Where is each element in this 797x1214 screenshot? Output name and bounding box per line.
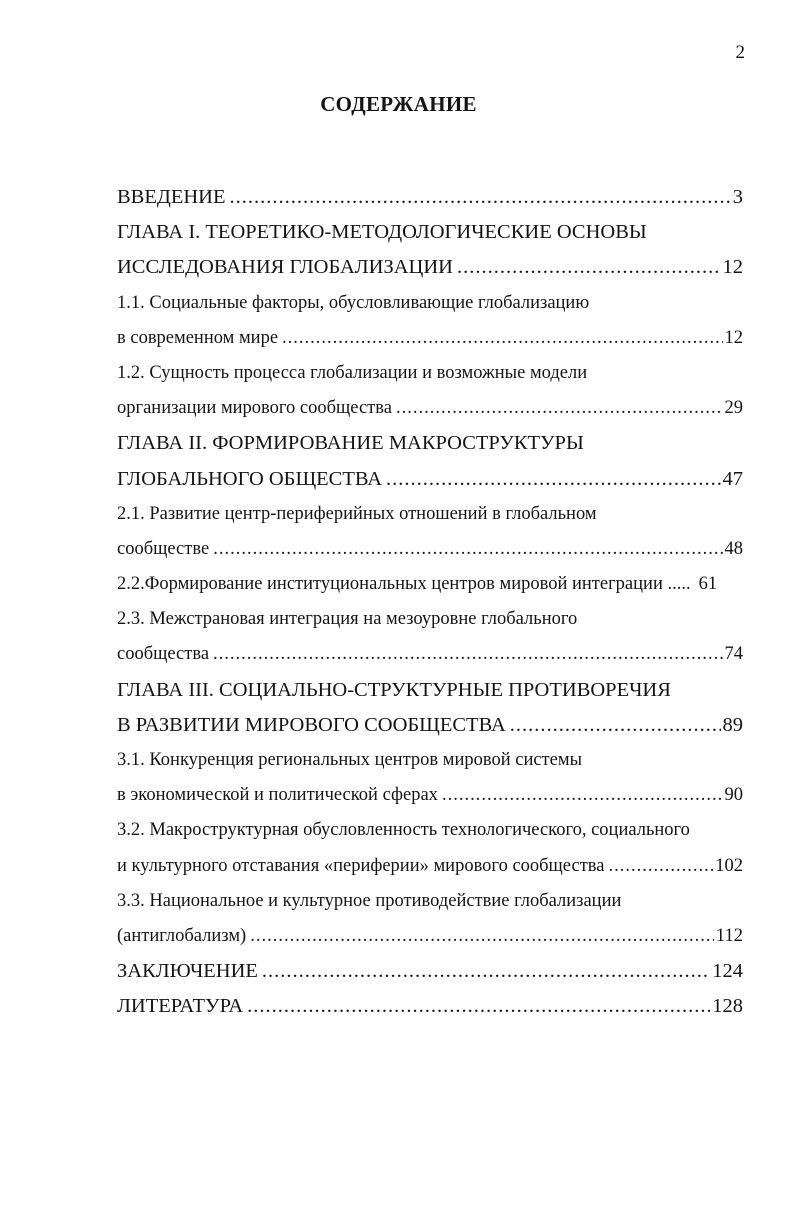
page-number: 2 [735, 42, 745, 63]
toc-page-number: 128 [712, 995, 743, 1018]
toc-entry-section-3-1[interactable] [117, 778, 743, 813]
toc-entry-text: ЗАКЛЮЧЕНИЕ [117, 960, 258, 983]
dot-leader [282, 321, 722, 356]
toc-entry-chapter-1-line1[interactable] [117, 215, 743, 250]
toc-page-number: 12 [724, 327, 743, 348]
toc-entry-text: в экономической и политической сферах [117, 785, 438, 806]
toc-page-number: 12 [722, 256, 743, 279]
toc-entry-text: 3.1. Конкуренция региональных центров мировой системы [117, 750, 582, 770]
toc-entry-text: 3.2. Макроструктурная обусловленность технологического, социального [117, 820, 690, 841]
toc-entry-text: 2.2.Формирование институциональных центров мировой интеграции ..... [117, 574, 691, 595]
toc-entry-text: ЛИТЕРАТУРА [117, 995, 244, 1018]
page-title: СОДЕРЖАНИЕ [320, 92, 477, 116]
dot-leader [250, 919, 714, 954]
toc-entry-section-1-2[interactable] [117, 391, 743, 426]
toc-entry-intro[interactable] [117, 180, 743, 215]
toc-page-number: 74 [724, 644, 743, 665]
toc-entry-text: ГЛАВА III. СОЦИАЛЬНО-СТРУКТУРНЫЕ ПРОТИВОРЕЧИЯ [117, 678, 671, 701]
toc-entry-literature[interactable] [117, 989, 743, 1024]
dot-leader [213, 532, 722, 567]
toc-entry-text: и культурного отставания «периферии» мирового сообщества [117, 855, 605, 876]
dot-leader [442, 778, 723, 813]
dot-leader [247, 989, 710, 1024]
dot-leader [230, 180, 731, 215]
toc-entry-text: организации мирового сообщества [117, 398, 392, 419]
dot-leader [396, 391, 723, 426]
toc-entry-text: 1.1. Социальные факторы, обусловливающие глобализацию [117, 292, 590, 313]
toc-page-number: 102 [715, 855, 743, 876]
toc-entry-section-2-3[interactable] [117, 637, 743, 672]
toc-entry-section-3-1-line1[interactable] [117, 743, 743, 778]
toc-entry-text: (антиглобализм) [117, 925, 247, 946]
dot-leader [457, 250, 721, 285]
toc-page-number: 89 [722, 713, 743, 736]
toc-entry-conclusion[interactable] [117, 954, 743, 989]
toc-entry-text: 2.3. Межстрановая интеграция на мезоуровне глобального [117, 609, 578, 630]
toc-entry-section-2-2[interactable] [117, 567, 743, 602]
toc-page-number: 47 [722, 467, 743, 490]
table-of-contents [117, 180, 743, 1025]
toc-entry-section-3-3[interactable] [117, 919, 743, 954]
toc-entry-text: ГЛАВА II. ФОРМИРОВАНИЕ МАКРОСТРУКТУРЫ [117, 432, 584, 455]
toc-entry-text: ГЛАВА I. ТЕОРЕТИКО-МЕТОДОЛОГИЧЕСКИЕ ОСНОВЫ [117, 221, 647, 244]
toc-entry-section-2-1-line1[interactable] [117, 497, 743, 532]
toc-entry-chapter-3[interactable] [117, 708, 743, 743]
toc-page-number: 61 [698, 574, 718, 595]
toc-entry-section-2-3-line1[interactable] [117, 602, 743, 637]
toc-page-number: 112 [715, 925, 743, 946]
toc-entry-text: 2.1. Развитие центр-периферийных отношений в глобальном [117, 503, 597, 524]
toc-entry-chapter-3-line1[interactable] [117, 673, 743, 708]
toc-entry-section-3-3-line1[interactable] [117, 884, 743, 919]
toc-entry-text: 1.2. Сущность процесса глобализации и возможные модели [117, 362, 588, 383]
toc-entry-text: ИССЛЕДОВАНИЯ ГЛОБАЛИЗАЦИИ [117, 256, 453, 279]
dot-leader [262, 954, 710, 989]
toc-entry-text: сообществе [117, 538, 210, 559]
dot-leader [386, 462, 720, 497]
toc-entry-section-1-1[interactable] [117, 321, 743, 356]
toc-entry-chapter-2[interactable] [117, 462, 743, 497]
toc-entry-section-3-2[interactable] [117, 849, 743, 884]
toc-page-number: 3 [732, 186, 743, 208]
toc-entry-section-3-2-line1[interactable] [117, 813, 743, 848]
toc-entry-section-1-2-line1[interactable] [117, 356, 743, 391]
dot-leader [608, 849, 713, 884]
toc-entry-text: сообщества [117, 644, 210, 665]
toc-entry-section-1-1-line1[interactable] [117, 286, 743, 321]
toc-entry-text: В РАЗВИТИИ МИРОВОГО СООБЩЕСТВА [117, 713, 506, 736]
dot-leader [510, 708, 721, 743]
toc-page-number: 124 [712, 960, 743, 983]
toc-entry-text: 3.3. Национальное и культурное противодействие глобализации [117, 890, 622, 911]
toc-page-number: 90 [724, 785, 743, 806]
toc-entry-chapter-1[interactable] [117, 250, 743, 285]
toc-entry-chapter-2-line1[interactable] [117, 426, 743, 461]
dot-leader [213, 637, 722, 672]
toc-page-number: 29 [724, 398, 743, 419]
toc-entry-text: ГЛОБАЛЬНОГО ОБЩЕСТВА [117, 467, 383, 490]
toc-entry-text: в современном мире [117, 327, 279, 348]
toc-entry-text: ВВЕДЕНИЕ [117, 186, 226, 208]
toc-page-number: 48 [724, 538, 743, 559]
toc-entry-section-2-1[interactable] [117, 532, 743, 567]
